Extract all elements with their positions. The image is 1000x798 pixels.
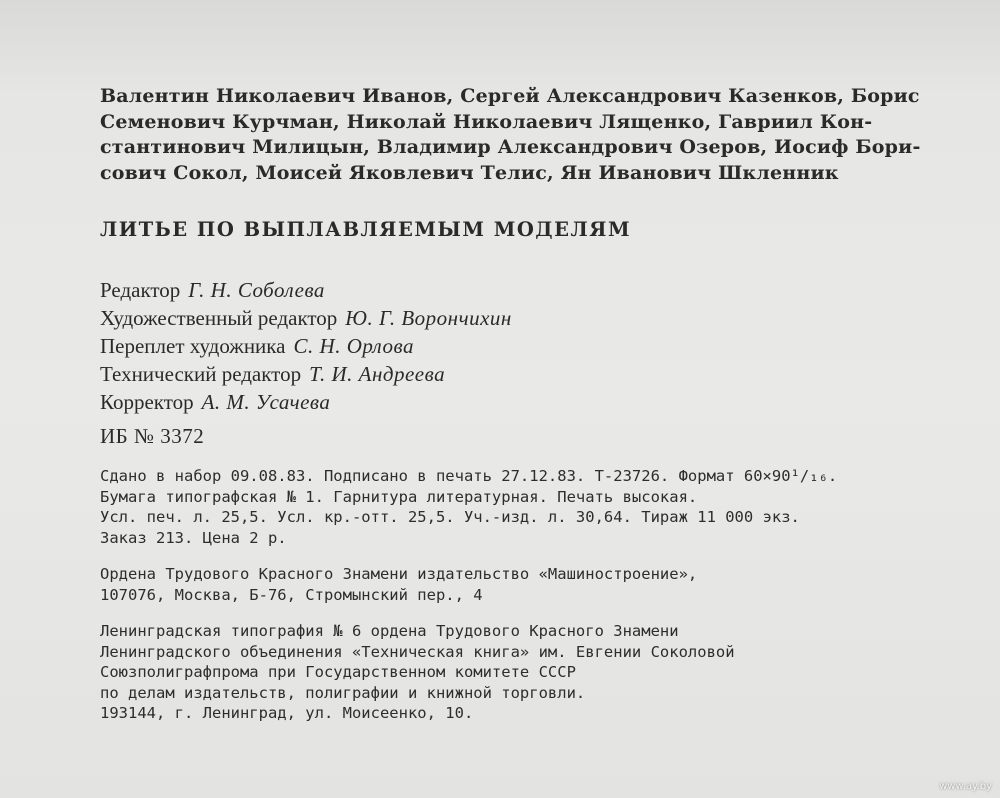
authors-line: Семенович Курчман, Николай Николаевич Лященко, Гавриил Кон- [100, 110, 873, 133]
credit-role: Корректор [100, 390, 194, 414]
imprint-line: Бумага типографская № 1. Гарнитура литературная. Печать высокая. [100, 487, 698, 506]
credit-role: Технический редактор [100, 362, 302, 386]
credit-name: А. М. Усачева [201, 390, 331, 414]
credit-name: Ю. Г. Ворончихин [345, 306, 512, 330]
authors-line: сович Сокол, Моисей Яковлевич Телис, Ян Иванович Шкленник [100, 161, 839, 184]
ib-number: ИБ № 3372 [100, 424, 205, 448]
imprint-line: Сдано в набор 09.08.83. Подписано в печать 27.12.83. Т-23726. Формат 60×90¹/₁₆. [100, 467, 838, 485]
imprint-line: Заказ 213. Цена 2 р. [100, 528, 287, 547]
credit-name: С. Н. Орлова [293, 334, 414, 358]
credit-role: Художественный редактор [100, 306, 338, 330]
book-title: ЛИТЬЕ ПО ВЫПЛАВЛЯЕМЫМ МОДЕЛЯМ [100, 218, 632, 241]
printer-line: Ленинградского объединения «Техническая книга» им. Евгении Соколовой [100, 642, 735, 661]
credits-block [100, 276, 512, 416]
credit-proofreader [100, 388, 512, 416]
authors-block [100, 84, 930, 186]
printer-line: Союзполиграфпрома при Государственном комитете СССР [100, 663, 576, 681]
authors-line: стантинович Милицын, Владимир Александрович Озеров, Иосиф Бори- [100, 136, 921, 158]
credit-tech-editor [100, 360, 512, 388]
publisher-line: 107076, Москва, Б-76, Стромынский пер., 4 [100, 585, 483, 604]
printer-line: по делам издательств, полиграфии и книжной торговли. [100, 683, 586, 702]
publisher-block [100, 564, 697, 605]
printer-line: 193144, г. Ленинград, ул. Моисеенко, 10. [100, 704, 474, 722]
publisher-line: Ордена Трудового Красного Знамени издательство «Машиностроение», [100, 565, 698, 583]
printer-block [100, 621, 735, 724]
printer-line: Ленинградская типография № 6 ордена Трудового Красного Знамени [100, 622, 679, 640]
authors-line: Валентин Николаевич Иванов, Сергей Александрович Казенков, Борис [100, 85, 920, 107]
credit-cover-artist [100, 332, 512, 360]
credit-name: Т. И. Андреева [309, 362, 446, 386]
credit-name: Г. Н. Соболева [188, 278, 325, 302]
watermark: www.ay.by [939, 781, 992, 792]
credit-art-editor [100, 304, 512, 332]
credit-role: Переплет художника [100, 334, 286, 358]
imprint-line: Усл. печ. л. 25,5. Усл. кр.-отт. 25,5. Уч.-изд. л. 30,64. Тираж 11 000 экз. [100, 508, 800, 526]
credit-role: Редактор [100, 278, 181, 302]
imprint-details [100, 466, 837, 548]
credit-editor [100, 276, 512, 304]
